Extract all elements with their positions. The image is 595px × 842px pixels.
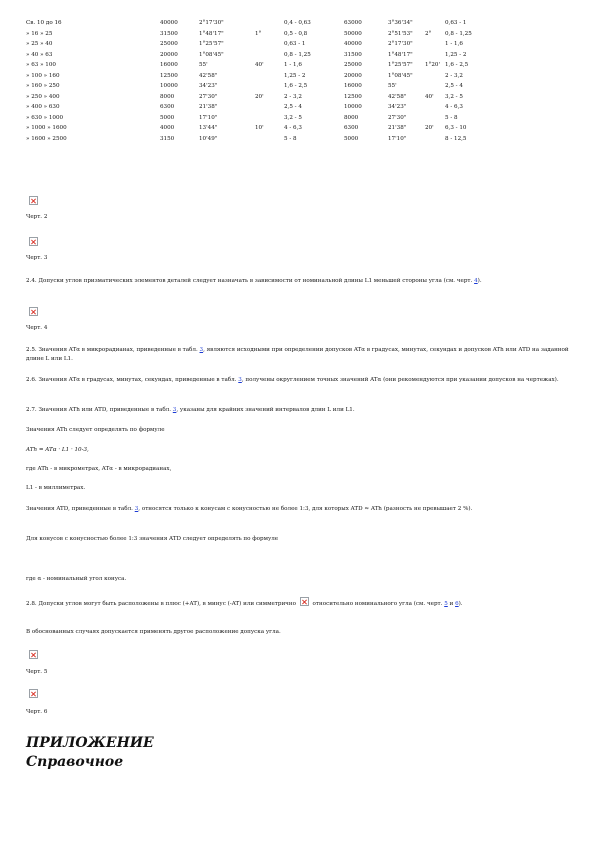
- table-cell: 21'38": [388, 125, 407, 131]
- table-cell: [255, 50, 284, 61]
- table-cell: 2,5 - 4: [284, 104, 302, 110]
- table-cell: » 40 » 63: [26, 51, 53, 58]
- table-cell: » 16 » 25: [26, 30, 53, 37]
- table-cell: 16000: [344, 83, 362, 89]
- formula-intro: Значения ATh следует определять по формуле: [26, 427, 165, 433]
- link-table-3[interactable]: 3: [238, 377, 242, 383]
- table-cell: [255, 134, 284, 145]
- caption-chert-5: Черт. 5: [26, 669, 48, 675]
- caption-chert-2: Черт. 2: [26, 214, 48, 220]
- paragraph-atd-end: , относятся только к конусам с конусностью не более 1:3, для которых ATD ≈ ATh (разность не превышает 2 %).: [138, 506, 473, 512]
- table-cell: 3°36'34": [388, 20, 413, 26]
- paragraph-atd: [26, 505, 571, 514]
- table-cell: 17'10": [199, 114, 218, 121]
- paragraph-2-4-end: ).: [477, 278, 482, 284]
- table-cell: » 160 » 250: [26, 83, 60, 89]
- formula-ath: ATh = ATα · L1 · 10-3,: [26, 447, 89, 453]
- table-cell: » 1600 » 2500: [26, 135, 67, 142]
- link-chert-6[interactable]: 6: [455, 601, 459, 607]
- table-cell: » 630 » 1000: [26, 114, 64, 121]
- table-cell: 16000: [160, 62, 178, 68]
- table-cell: 2°17'30": [199, 20, 224, 26]
- paragraph-2-8-mid: и: [447, 601, 456, 607]
- table-cell: 8000: [344, 114, 359, 121]
- table-row: [26, 81, 485, 92]
- table-row: [26, 18, 485, 29]
- appendix-subtitle: Справочное: [26, 754, 124, 770]
- broken-image-icon: [29, 237, 38, 246]
- table-cell: 40000: [160, 20, 178, 26]
- table-cell: [255, 81, 284, 92]
- formula-where: где ATh - в микрометрах, ATα - в микрорадианах,: [26, 466, 172, 472]
- table-cell: 1,25 - 2: [445, 51, 467, 58]
- link-table-3[interactable]: 3: [172, 407, 177, 413]
- table-cell: [255, 18, 284, 29]
- broken-image-icon: [29, 650, 38, 659]
- caption-chert-3: Черт. 3: [26, 255, 48, 261]
- table-cell: 6,3 - 10: [445, 125, 467, 131]
- table-cell: [425, 50, 445, 61]
- table-cell: 40': [255, 62, 264, 68]
- table-cell: 55': [199, 62, 208, 68]
- paragraph-atd-text: Значения ATD, приведенные в табл.: [26, 506, 135, 512]
- paragraph-2-5: [26, 346, 571, 364]
- table-cell: 10'49": [199, 135, 218, 142]
- table-cell: 1°08'45": [388, 72, 413, 79]
- table-cell: 13'44": [199, 125, 218, 131]
- table-cell: 55': [388, 83, 397, 89]
- table-cell: 31500: [160, 30, 178, 37]
- table-cell: 2 - 3,2: [445, 72, 463, 79]
- table-cell: 2°51'53": [388, 30, 413, 37]
- table-cell: » 100 » 160: [26, 72, 60, 79]
- table-cell: [425, 102, 445, 113]
- paragraph-2-5-text: 2.5. Значения ATα в микрорадианах, приведенные в табл.: [26, 347, 200, 353]
- table-cell: 5000: [160, 114, 175, 121]
- paragraph-2-4: [26, 277, 571, 286]
- caption-chert-4: Черт. 4: [26, 325, 48, 331]
- table-cell: 1 - 1,6: [284, 62, 302, 68]
- table-cell: 1°: [255, 30, 262, 37]
- table-cell: [255, 71, 284, 82]
- table-cell: 1°48'17": [199, 30, 224, 37]
- table-cell: » 400 » 630: [26, 104, 60, 110]
- table-cell: 1,25 - 2: [284, 72, 306, 79]
- table-cell: 12500: [344, 93, 362, 100]
- table-cell: [255, 39, 284, 50]
- link-table-3[interactable]: 3: [199, 347, 204, 353]
- table-cell: 25000: [344, 62, 362, 68]
- table-cell: 27'30": [388, 114, 407, 121]
- table-cell: 4000: [160, 125, 175, 131]
- paragraph-cones: Для конусов с конусностью более 1:3 значения ATD следует определять по формуле: [26, 536, 279, 542]
- paragraph-2-8-text-a: 2.8. Допуски углов могут быть расположены в плюс (+AT), в минус (-AT) или симметрично: [26, 601, 298, 607]
- table-row: [26, 113, 485, 124]
- table-row: [26, 50, 485, 61]
- table-cell: 0,8 - 1,25: [445, 30, 472, 37]
- table-cell: 3,2 - 5: [445, 93, 463, 100]
- table-cell: [255, 113, 284, 124]
- table-cell: [425, 81, 445, 92]
- paragraph-2-8: [26, 597, 571, 609]
- table-cell: 20000: [160, 51, 178, 58]
- table-cell: [255, 102, 284, 113]
- table-cell: 1°25'57": [199, 41, 224, 47]
- table-cell: » 25 » 40: [26, 41, 53, 47]
- table-cell: 27'30": [199, 93, 218, 100]
- table-cell: 0,5 - 0,8: [284, 30, 308, 37]
- table-cell: 1°48'17": [388, 51, 413, 58]
- link-chert-4[interactable]: 4: [474, 278, 478, 284]
- table-cell: 34'23": [199, 83, 218, 89]
- paragraph-other-arrangement: В обоснованных случаях допускается применять другое расположение допуска угла.: [26, 629, 281, 635]
- table-cell: 5000: [344, 135, 359, 142]
- table-row: [26, 60, 485, 71]
- table-cell: 0,8 - 1,25: [284, 51, 311, 58]
- table-cell: [425, 113, 445, 124]
- table-cell: 1 - 1,6: [445, 41, 463, 47]
- table-cell: 10000: [160, 83, 178, 89]
- table-cell: 0,63 - 1: [445, 20, 467, 26]
- broken-image-icon: [29, 689, 38, 698]
- table-cell: » 250 » 400: [26, 93, 60, 100]
- table-cell: 17'10": [388, 135, 407, 142]
- table-cell: 5 - 8: [445, 114, 458, 121]
- table-row: [26, 134, 485, 145]
- paragraph-alpha: где α - номинальный угол конуса.: [26, 576, 127, 582]
- table-cell: 2°: [425, 30, 432, 37]
- table-cell: 20': [425, 125, 434, 131]
- table-cell: 8000: [160, 93, 175, 100]
- broken-image-icon: [29, 196, 38, 205]
- paragraph-2-7: [26, 406, 571, 415]
- table-cell: 12500: [160, 72, 178, 79]
- table-cell: 1,6 - 2,5: [445, 62, 469, 68]
- paragraph-2-8-end: ).: [458, 601, 463, 607]
- table-row: [26, 123, 485, 134]
- angle-tolerance-table: [26, 18, 485, 144]
- table-cell: 10': [255, 125, 264, 131]
- paragraph-2-5-end: , являются исходными при определении допусков ATα в градусах, минутах, секундах и допусков ATh или ATD на заданной длине L или L1.: [26, 347, 569, 362]
- table-cell: 40': [425, 93, 434, 100]
- table-cell: 6300: [160, 104, 175, 110]
- table-cell: 1°25'57": [388, 62, 413, 68]
- table-cell: 8 - 12,5: [445, 135, 467, 142]
- table-row: [26, 39, 485, 50]
- table-cell: 20': [255, 93, 264, 100]
- paragraph-2-7-text: 2.7. Значения ATh или ATD, приведенные в табл.: [26, 407, 173, 413]
- table-cell: 4 - 6,3: [284, 125, 302, 131]
- link-chert-5[interactable]: 5: [444, 601, 448, 607]
- table-cell: Св. 10 до 16: [26, 20, 62, 26]
- appendix-title: ПРИЛОЖЕНИЕ: [26, 735, 154, 751]
- link-table-3[interactable]: 3: [134, 506, 139, 512]
- table-cell: 20000: [344, 72, 362, 79]
- table-cell: 1°20': [425, 62, 441, 68]
- broken-image-icon: [300, 597, 309, 606]
- table-cell: 42'58": [199, 72, 218, 79]
- table-cell: 2 - 3,2: [284, 93, 302, 100]
- table-cell: 3150: [160, 135, 175, 142]
- table-cell: [425, 18, 445, 29]
- table-row: [26, 102, 485, 113]
- formula-l1-unit: L1 - в миллиметрах.: [26, 485, 86, 491]
- table-row: [26, 92, 485, 103]
- table-cell: [425, 39, 445, 50]
- table-cell: 10000: [344, 104, 362, 110]
- table-cell: 0,63 - 1: [284, 41, 306, 47]
- paragraph-2-6-text: 2.6. Значения ATα в градусах, минутах, секундах, приведенные в табл.: [26, 377, 239, 383]
- paragraph-2-6: [26, 376, 571, 385]
- table-cell: 2,5 - 4: [445, 83, 463, 89]
- paragraph-2-8-text-b: относительно номинального угла (см. черт.: [310, 601, 445, 607]
- table-cell: 1°08'45": [199, 51, 224, 58]
- caption-chert-6: Черт. 6: [26, 709, 48, 715]
- table-cell: 2°17'30": [388, 41, 413, 47]
- table-cell: 4 - 6,3: [445, 104, 463, 110]
- table-cell: [425, 134, 445, 145]
- table-cell: 6300: [344, 125, 359, 131]
- paragraph-2-4-text: 2.4. Допуски углов призматических элементов деталей следует назначать в зависимости от номинальной длины L1 меньшей стороны угла (см. черт.: [26, 278, 475, 284]
- angle-tolerance-table-body: [26, 18, 485, 144]
- broken-image-icon: [29, 307, 38, 316]
- table-cell: 5 - 8: [284, 135, 297, 142]
- paragraph-2-7-end: , указаны для крайних значений интервалов длин L или L1.: [176, 407, 355, 413]
- table-cell: 63000: [344, 20, 362, 26]
- table-row: [26, 29, 485, 40]
- table-cell: 25000: [160, 41, 178, 47]
- table-cell: 50000: [344, 30, 362, 37]
- table-cell: [425, 71, 445, 82]
- table-cell: 34'23": [388, 104, 407, 110]
- table-row: [26, 71, 485, 82]
- table-cell: 0,4 - 0,63: [284, 20, 311, 26]
- table-cell: 42'58": [388, 93, 407, 100]
- table-cell: 3,2 - 5: [284, 114, 302, 121]
- table-cell: 21'38": [199, 104, 218, 110]
- table-cell: 1,6 - 2,5: [284, 83, 308, 89]
- table-cell: 40000: [344, 41, 362, 47]
- table-cell: » 63 » 100: [26, 62, 56, 68]
- paragraph-2-6-end: , получены округлением точных значений ATα (они рекомендуются при указании допусков на чертежах).: [241, 377, 559, 383]
- table-cell: 31500: [344, 51, 362, 58]
- table-cell: » 1000 » 1600: [26, 125, 67, 131]
